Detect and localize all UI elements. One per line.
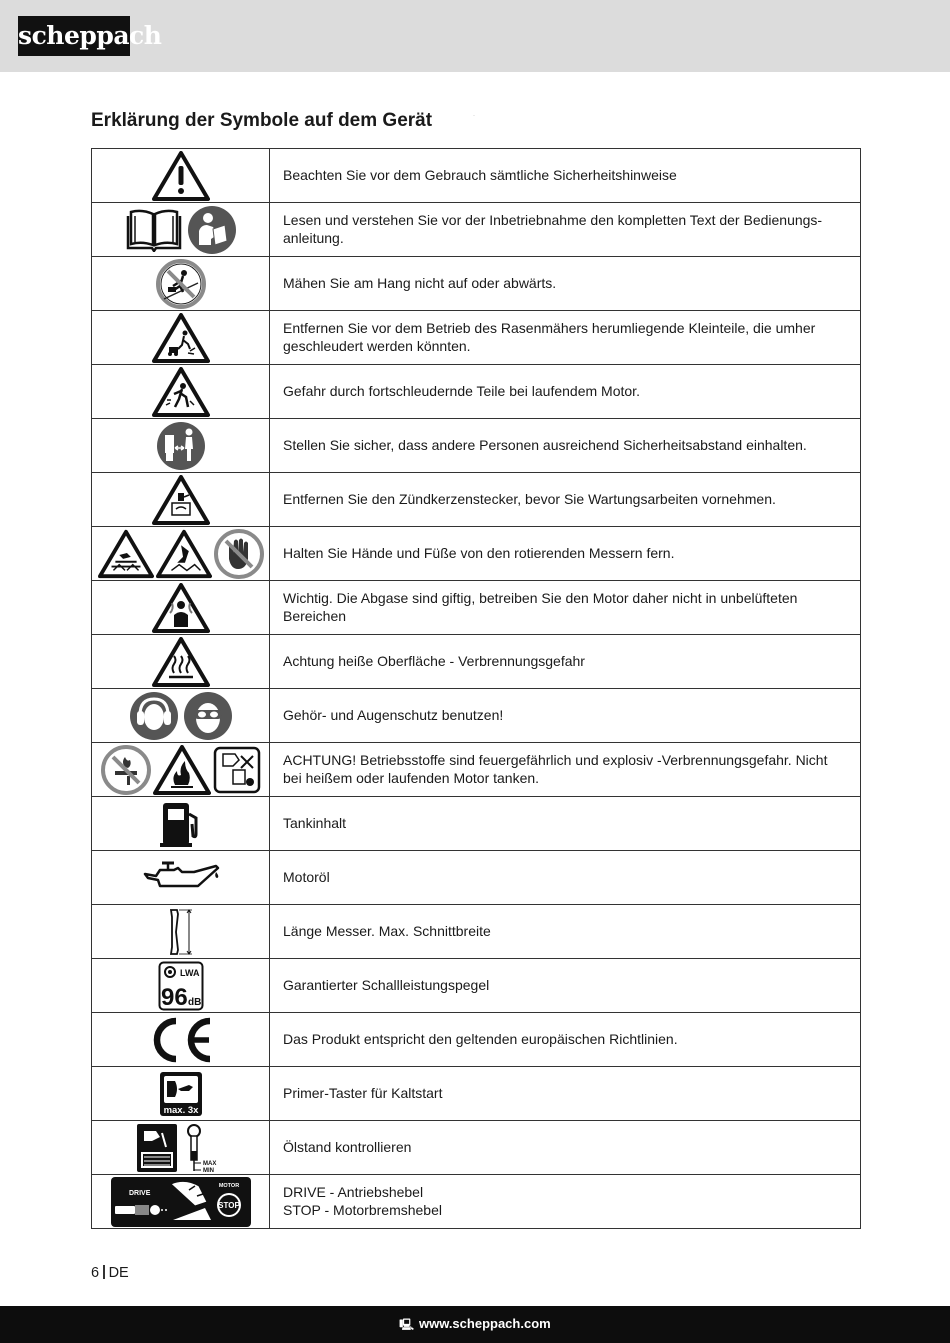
table-row [92, 311, 861, 365]
table-row [92, 203, 861, 257]
lwa-label: LWA [179, 967, 199, 978]
symbol-description: Gehör- und Augenschutz benutzen! [270, 689, 861, 743]
header-band [0, 0, 950, 72]
blade-hand-warning-icon [98, 529, 154, 579]
page-language: DE [108, 1265, 129, 1281]
symbol-description: Gefahr durch fortschleudernde Teile bei laufendem Motor. [270, 365, 861, 419]
brand-logo: scheppach [18, 16, 130, 56]
table-row [92, 149, 861, 203]
ear-protection-icon [129, 691, 179, 741]
table-row [92, 1175, 861, 1229]
table-row [92, 1067, 861, 1121]
no-touching-hand-icon [214, 529, 264, 579]
warning-general-icon [152, 151, 210, 201]
symbol-description: Achtung heiße Oberfläche - Verbrennungsgefahr [270, 635, 861, 689]
symbol-description: Motoröl [270, 851, 861, 905]
keep-distance-icon [156, 421, 206, 471]
footer-band [0, 1306, 950, 1343]
read-manual-icon [187, 205, 237, 255]
oil-can-icon [142, 858, 220, 898]
no-slope-mowing-icon [156, 259, 206, 309]
primer-max-label: max. 3x [163, 1104, 198, 1116]
symbol-description: Mähen Sie am Hang nicht auf oder abwärts. [270, 257, 861, 311]
symbol-description: Halten Sie Hände und Füße von den rotierenden Messern fern. [270, 527, 861, 581]
table-row [92, 959, 861, 1013]
table-row [92, 257, 861, 311]
table-row [92, 527, 861, 581]
symbol-description: Entfernen Sie den Zündkerzenstecker, bevor Sie Wartungsarbeiten vornehmen. [270, 473, 861, 527]
table-row [92, 689, 861, 743]
symbol-description: Stellen Sie sicher, dass andere Personen ausreichend Sicherheitsabstand einhalten. [270, 419, 861, 473]
symbol-description: Entfernen Sie vor dem Betrieb des Rasenmähers herumliegende Kleinteile, die umher geschleudert werden könnten. [270, 311, 861, 365]
symbol-description: Tankinhalt [270, 797, 861, 851]
sound-power-icon [158, 961, 204, 1011]
symbol-table [91, 148, 861, 1229]
page-number [91, 1265, 129, 1281]
table-row [92, 797, 861, 851]
remove-debris-warning-icon [152, 313, 210, 363]
eye-protection-icon [183, 691, 233, 741]
symbol-description: Ölstand kontrollieren [270, 1121, 861, 1175]
artifact-dot: · [473, 113, 475, 119]
table-row [92, 473, 861, 527]
fuel-pump-icon [159, 800, 203, 848]
blade-foot-warning-icon [156, 529, 212, 579]
spark-plug-warning-icon [152, 475, 210, 525]
db-unit: dB [187, 996, 201, 1008]
ce-mark-icon [148, 1016, 214, 1064]
no-smoking-fire-icon [101, 745, 151, 795]
oil-min-label: MIN [202, 1167, 214, 1173]
table-row [92, 743, 861, 797]
oil-fill-icon [136, 1123, 178, 1173]
table-row [92, 851, 861, 905]
symbol-description: ACHTUNG! Betriebsstoffe sind feuergefährlich und explosiv -Verbrennungsgefahr. Nicht bei heißem oder laufenden Motor tanken. [270, 743, 861, 797]
website-link[interactable]: www.scheppach.com [418, 1316, 551, 1331]
drive-label: DRIVE [128, 1189, 150, 1197]
table-row [92, 419, 861, 473]
flammable-warning-icon [153, 745, 211, 795]
table-row [92, 635, 861, 689]
monitor-icon: 🖳 [399, 1319, 414, 1331]
book-icon [125, 208, 183, 252]
page-number-separator [103, 1265, 105, 1279]
symbol-description: Länge Messer. Max. Schnittbreite [270, 905, 861, 959]
refuel-engine-off-icon [213, 746, 261, 794]
table-row [92, 365, 861, 419]
oil-max-label: MAX [202, 1160, 216, 1167]
symbol-description: Das Produkt entspricht den geltenden europäischen Richtlinien. [270, 1013, 861, 1067]
hot-surface-warning-icon [152, 637, 210, 687]
symbol-description: Garantierter Schallleistungspegel [270, 959, 861, 1013]
page-title: Erklärung der Symbole auf dem Gerät [91, 110, 433, 131]
table-row [92, 1013, 861, 1067]
symbol-description: Primer-Taster für Kaltstart [270, 1067, 861, 1121]
thrown-objects-warning-icon [152, 367, 210, 417]
page-number-value: 6 [91, 1265, 100, 1281]
stop-label: STOP [217, 1200, 240, 1210]
blade-length-icon [161, 907, 201, 957]
table-row [92, 581, 861, 635]
symbol-description: Lesen und verstehen Sie vor der Inbetriebnahme den kompletten Text der Bedienungs-anleitung. [270, 203, 861, 257]
symbol-description: DRIVE - Antriebshebel STOP - Motorbremshebel [270, 1175, 861, 1229]
symbol-description: Wichtig. Die Abgase sind giftig, betreiben Sie den Motor daher nicht in unbelüfteten Bereichen [270, 581, 861, 635]
table-row [92, 905, 861, 959]
oil-dipstick-icon [184, 1123, 226, 1173]
toxic-exhaust-warning-icon [152, 583, 210, 633]
primer-button-icon [159, 1071, 203, 1117]
db-value: 96 [160, 983, 188, 1011]
drive-stop-lever-icon [111, 1176, 251, 1228]
table-row [92, 1121, 861, 1175]
symbol-description: Beachten Sie vor dem Gebrauch sämtliche Sicherheitshinweise [270, 149, 861, 203]
motor-label: MOTOR [218, 1182, 239, 1189]
